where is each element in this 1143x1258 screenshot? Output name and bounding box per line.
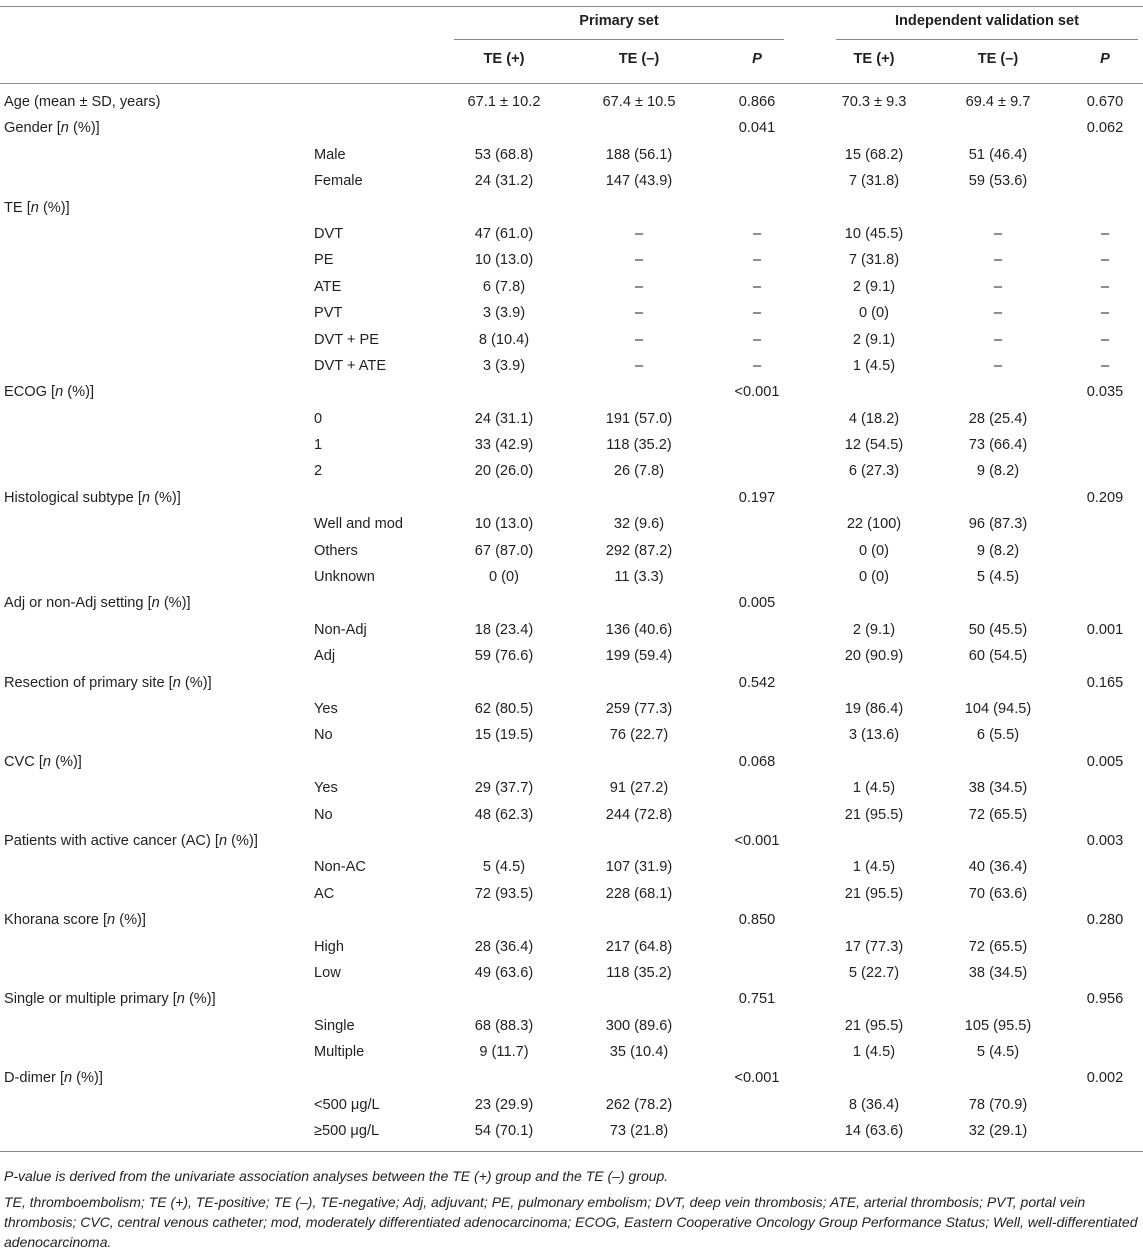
cell-p-primary: 0.041 xyxy=(738,120,776,137)
cell-te-neg-validation: – xyxy=(993,278,1003,295)
cell-te-pos-primary: 59 (76.6) xyxy=(474,648,534,665)
cell-p-validation: – xyxy=(1100,278,1110,295)
col-header-te-neg-primary: TE (–) xyxy=(618,51,660,67)
cell-te-neg-primary: 188 (56.1) xyxy=(605,146,673,163)
cell-te-neg-validation: 9 (8.2) xyxy=(976,463,1020,480)
row-sublabel: PVT xyxy=(314,305,343,322)
cell-te-neg-primary: 91 (27.2) xyxy=(609,780,669,797)
table-row xyxy=(0,274,1143,300)
row-label-text: CVC [ xyxy=(4,753,43,770)
row-label-suffix: (%)] xyxy=(150,489,181,506)
footnote-abbreviations: TE, thromboembolism; TE (+), TE-positive; TE (–), TE-negative; Adj, adjuvant; PE, pulmonary embolism; DVT, deep vein thrombosis; ATE, arterial thrombosis; PVT, portal vein thrombosis; CVC, central venous catheter; mod, moderately differentiated adenocarcinoma; ECOG, Eastern Cooperative Oncology Group Performance Status; Well, well-differentiated adenocarcinoma. xyxy=(4,1194,1138,1250)
cell-te-pos-primary: 10 (13.0) xyxy=(474,252,534,269)
table-row xyxy=(0,722,1143,748)
row-sublabel: Non-AC xyxy=(314,859,366,876)
cell-p-primary: – xyxy=(752,278,762,295)
table-row xyxy=(0,590,1143,616)
table-row xyxy=(0,828,1143,854)
row-sublabel: ATE xyxy=(314,278,342,295)
cell-te-neg-primary: – xyxy=(634,357,644,374)
cell-p-validation: 0.956 xyxy=(1086,991,1124,1008)
row-label-n: n xyxy=(55,384,64,401)
table-row xyxy=(0,749,1143,775)
cell-p-primary: 0.197 xyxy=(738,489,776,506)
row-sublabel: 2 xyxy=(314,463,323,480)
cell-te-neg-primary: – xyxy=(634,305,644,322)
row-sublabel: Unknown xyxy=(314,569,375,586)
row-label-suffix: (%)] xyxy=(227,832,258,849)
cell-te-neg-primary: 32 (9.6) xyxy=(613,516,665,533)
table-row xyxy=(0,353,1143,379)
cell-te-neg-validation: 38 (34.5) xyxy=(968,964,1028,981)
row-label-text: Gender [ xyxy=(4,120,61,137)
cell-te-neg-primary: 76 (22.7) xyxy=(609,727,669,744)
cell-p-validation: – xyxy=(1100,357,1110,374)
row-label-suffix: (%)] xyxy=(180,674,212,691)
cell-te-pos-primary: 18 (23.4) xyxy=(474,621,534,638)
cell-te-neg-validation: 96 (87.3) xyxy=(968,516,1028,533)
cell-p-primary: – xyxy=(752,357,762,374)
row-label-n: n xyxy=(42,753,52,770)
table-row xyxy=(0,881,1143,907)
cell-te-pos-primary: 33 (42.9) xyxy=(474,437,534,454)
row-label-suffix: (%)] xyxy=(63,384,95,401)
row-label-text: Histological subtype [ xyxy=(4,489,142,506)
cell-te-neg-primary: – xyxy=(634,225,644,242)
cell-te-pos-primary: 29 (37.7) xyxy=(474,780,534,797)
cell-te-pos-validation: 2 (9.1) xyxy=(852,621,896,638)
table-row xyxy=(0,907,1143,933)
cell-te-neg-validation: 32 (29.1) xyxy=(968,1123,1028,1140)
cell-te-neg-validation: 50 (45.5) xyxy=(968,621,1028,638)
col-header-te-neg-validation: TE (–) xyxy=(977,51,1019,67)
cell-p-validation: – xyxy=(1100,252,1110,269)
row-sublabel: Male xyxy=(314,146,346,163)
cell-p-primary: 0.751 xyxy=(738,991,776,1008)
row-sublabel: Yes xyxy=(314,700,338,717)
cell-te-pos-primary: 68 (88.3) xyxy=(474,1017,534,1034)
row-label-suffix: (%)] xyxy=(115,912,146,929)
table-row xyxy=(0,1039,1143,1065)
col-header-te-pos-validation: TE (+) xyxy=(853,51,895,67)
cell-te-neg-primary: 107 (31.9) xyxy=(605,859,673,876)
cell-te-pos-primary: 15 (19.5) xyxy=(474,727,534,744)
table-row xyxy=(0,696,1143,722)
cell-p-primary: 0.005 xyxy=(738,595,776,612)
cell-p-primary: 0.850 xyxy=(738,912,776,929)
cell-te-pos-validation: 8 (36.4) xyxy=(848,1096,900,1113)
row-label xyxy=(4,907,146,933)
cell-te-neg-primary: 228 (68.1) xyxy=(605,885,673,902)
cell-te-pos-validation: 0 (0) xyxy=(858,542,889,559)
table-row xyxy=(0,538,1143,564)
cell-te-pos-validation: 2 (9.1) xyxy=(852,278,896,295)
table-row xyxy=(0,221,1143,247)
cell-te-pos-primary: 9 (11.7) xyxy=(479,1044,529,1061)
row-label xyxy=(4,379,94,405)
cell-p-validation: 0.005 xyxy=(1086,753,1124,770)
row-sublabel: Multiple xyxy=(314,1044,365,1061)
row-label-n: n xyxy=(218,832,228,849)
cell-p-validation: 0.209 xyxy=(1086,489,1124,506)
cell-te-pos-validation: 1 (4.5) xyxy=(852,859,896,876)
primary-subrule xyxy=(454,39,784,40)
table-row xyxy=(0,406,1143,432)
row-sublabel: Female xyxy=(314,173,363,190)
row-label-text: ECOG [ xyxy=(4,384,56,401)
row-sublabel: DVT + PE xyxy=(314,331,380,348)
cell-te-pos-primary: 62 (80.5) xyxy=(474,700,534,717)
cell-te-pos-validation: 6 (27.3) xyxy=(848,463,900,480)
row-label-suffix: (%)] xyxy=(72,1070,103,1087)
cell-te-pos-primary: 5 (4.5) xyxy=(482,859,526,876)
group-header-primary: Primary set xyxy=(579,13,659,29)
cell-te-pos-primary: 24 (31.1) xyxy=(474,410,534,427)
cell-te-neg-primary: 217 (64.8) xyxy=(605,938,673,955)
cell-te-neg-primary: 259 (77.3) xyxy=(605,700,673,717)
cell-te-neg-primary: – xyxy=(634,278,644,295)
cell-te-neg-primary: 191 (57.0) xyxy=(605,410,673,427)
cell-te-neg-primary: 136 (40.6) xyxy=(605,621,673,638)
row-label-suffix: (%)] xyxy=(68,120,100,137)
cell-te-pos-validation: 21 (95.5) xyxy=(844,1017,904,1034)
table-row xyxy=(0,327,1143,353)
table-row xyxy=(0,1118,1143,1144)
cell-te-neg-primary: 118 (35.2) xyxy=(606,437,672,454)
cell-te-neg-validation: 73 (66.4) xyxy=(968,437,1028,454)
cell-te-neg-validation: 70 (63.6) xyxy=(968,885,1028,902)
row-sublabel: DVT + ATE xyxy=(314,357,387,374)
cell-te-neg-validation: 40 (36.4) xyxy=(968,859,1028,876)
cell-te-neg-validation: – xyxy=(993,357,1003,374)
cell-te-pos-validation: 3 (13.6) xyxy=(848,727,900,744)
row-sublabel: No xyxy=(314,806,333,823)
row-label-n: n xyxy=(141,489,151,506)
row-sublabel: 0 xyxy=(314,410,323,427)
row-label-suffix: (%)] xyxy=(184,991,216,1008)
cell-te-pos-validation: 4 (18.2) xyxy=(848,410,900,427)
cell-te-neg-validation: 6 (5.5) xyxy=(976,727,1020,744)
table-row xyxy=(0,247,1143,273)
table-row xyxy=(0,511,1143,537)
row-sublabel: 1 xyxy=(314,437,323,454)
cell-te-neg-primary: 199 (59.4) xyxy=(605,648,673,665)
table-row xyxy=(0,168,1143,194)
cell-te-neg-validation: 51 (46.4) xyxy=(968,146,1028,163)
row-label-text: Resection of primary site [ xyxy=(4,674,173,691)
cell-p-validation: – xyxy=(1100,305,1110,322)
cell-te-neg-primary: 73 (21.8) xyxy=(609,1123,669,1140)
row-label-text: D-dimer [ xyxy=(4,1070,64,1087)
cell-te-neg-primary: 244 (72.8) xyxy=(605,806,673,823)
cell-te-pos-validation: 70.3 ± 9.3 xyxy=(841,94,907,110)
row-label-text: TE [ xyxy=(4,199,31,216)
cell-p-validation: 0.062 xyxy=(1086,120,1124,137)
row-label xyxy=(4,986,216,1012)
table-row xyxy=(0,986,1143,1012)
cell-te-neg-primary: 262 (78.2) xyxy=(605,1096,673,1113)
footnote-p-value: P-value is derived from the univariate association analyses between the TE (+) group and the TE (–) group. xyxy=(4,1168,669,1184)
cell-te-pos-validation: 0 (0) xyxy=(858,305,889,322)
row-label-n: n xyxy=(172,674,181,691)
cell-te-pos-validation: 10 (45.5) xyxy=(844,225,904,242)
cell-te-pos-validation: 7 (31.8) xyxy=(848,173,900,190)
cell-te-neg-validation: 5 (4.5) xyxy=(976,569,1020,586)
cell-p-primary: – xyxy=(752,305,762,322)
row-label xyxy=(4,485,181,511)
cell-te-neg-validation: 69.4 ± 9.7 xyxy=(965,94,1031,110)
row-sublabel: ≥500 μg/L xyxy=(314,1123,380,1140)
cell-p-primary: 0.542 xyxy=(738,674,776,691)
cell-p-validation: 0.002 xyxy=(1086,1070,1124,1087)
row-label-suffix: (%)] xyxy=(38,199,70,216)
row-sublabel: Low xyxy=(314,964,341,981)
cell-te-neg-validation: 28 (25.4) xyxy=(968,410,1028,427)
cell-te-neg-primary: – xyxy=(634,252,644,269)
row-sublabel: PE xyxy=(314,252,334,269)
cell-te-neg-validation: 72 (65.5) xyxy=(968,938,1028,955)
row-label-n: n xyxy=(107,912,116,929)
cell-p-primary: – xyxy=(752,331,762,348)
cell-p-validation: 0.165 xyxy=(1086,674,1124,691)
cell-te-pos-primary: 0 (0) xyxy=(488,569,519,586)
cell-te-pos-primary: 24 (31.2) xyxy=(474,173,534,190)
cell-te-pos-validation: 1 (4.5) xyxy=(852,780,896,797)
cell-te-pos-validation: 19 (86.4) xyxy=(844,700,904,717)
cell-te-neg-primary: 300 (89.6) xyxy=(605,1017,673,1034)
table-row xyxy=(0,379,1143,405)
row-label xyxy=(4,749,82,775)
row-sublabel: Non-Adj xyxy=(314,621,367,638)
row-label xyxy=(4,590,191,616)
cell-te-pos-validation: 12 (54.5) xyxy=(844,437,904,454)
cell-te-neg-validation: 72 (65.5) xyxy=(968,806,1028,823)
cell-te-pos-validation: 17 (77.3) xyxy=(844,938,904,955)
row-label xyxy=(4,828,258,854)
row-sublabel: <500 μg/L xyxy=(314,1096,380,1113)
table-row xyxy=(0,89,1143,115)
table-row xyxy=(0,1065,1143,1091)
row-sublabel: High xyxy=(314,938,345,955)
cell-p-primary: – xyxy=(752,225,762,242)
cell-te-pos-primary: 54 (70.1) xyxy=(474,1123,534,1140)
cell-te-neg-primary: 11 (3.3) xyxy=(614,569,664,586)
row-sublabel: DVT xyxy=(314,225,344,242)
table-row xyxy=(0,458,1143,484)
table-row xyxy=(0,142,1143,168)
cell-te-pos-primary: 49 (63.6) xyxy=(474,964,534,981)
cell-te-neg-validation: 104 (94.5) xyxy=(964,700,1032,717)
row-label-n: n xyxy=(151,595,160,612)
cell-te-pos-validation: 22 (100) xyxy=(846,516,902,533)
top-rule xyxy=(0,6,1143,7)
table-footnotes xyxy=(4,1166,1140,1258)
row-label-text: Age (mean ± SD, years) xyxy=(4,94,161,110)
cell-te-neg-validation: 105 (95.5) xyxy=(964,1017,1032,1034)
cell-te-neg-validation: – xyxy=(993,252,1003,269)
row-sublabel: No xyxy=(314,727,333,744)
row-sublabel: Yes xyxy=(314,780,338,797)
cell-te-pos-primary: 8 (10.4) xyxy=(478,331,530,348)
row-label-suffix: (%)] xyxy=(159,595,191,612)
cell-te-pos-primary: 67 (87.0) xyxy=(474,542,534,559)
cell-te-neg-primary: 35 (10.4) xyxy=(609,1044,669,1061)
row-label xyxy=(4,195,70,221)
cell-te-pos-validation: 5 (22.7) xyxy=(848,964,900,981)
table-row xyxy=(0,432,1143,458)
cell-te-pos-primary: 10 (13.0) xyxy=(474,516,534,533)
bottom-rule xyxy=(0,1151,1143,1152)
cell-te-pos-validation: 15 (68.2) xyxy=(844,146,904,163)
cell-te-pos-primary: 53 (68.8) xyxy=(474,146,534,163)
cell-te-neg-validation: 78 (70.9) xyxy=(968,1096,1028,1113)
cell-p-primary: 0.068 xyxy=(738,753,776,770)
row-label xyxy=(4,115,100,141)
cell-p-validation: 0.280 xyxy=(1086,912,1124,929)
row-label-n: n xyxy=(60,120,69,137)
cell-te-neg-validation: 59 (53.6) xyxy=(968,173,1028,190)
row-label xyxy=(4,1065,103,1091)
table-row xyxy=(0,934,1143,960)
cell-te-pos-primary: 6 (7.8) xyxy=(482,278,526,295)
cell-p-validation: – xyxy=(1100,225,1110,242)
cell-p-primary: – xyxy=(752,252,762,269)
cell-te-pos-validation: 2 (9.1) xyxy=(852,331,896,348)
cell-te-pos-primary: 3 (3.9) xyxy=(482,305,526,322)
cell-te-neg-primary: – xyxy=(634,331,644,348)
cell-te-pos-primary: 23 (29.9) xyxy=(474,1096,534,1113)
row-sublabel: Well and mod xyxy=(314,516,403,533)
cell-te-neg-validation: 9 (8.2) xyxy=(976,542,1020,559)
cell-p-primary: 0.866 xyxy=(738,94,776,110)
cell-te-pos-validation: 21 (95.5) xyxy=(844,885,904,902)
cell-p-primary: <0.001 xyxy=(734,832,780,849)
row-label xyxy=(4,89,160,115)
cell-p-validation: 0.035 xyxy=(1086,384,1124,401)
cell-p-primary: <0.001 xyxy=(734,1070,780,1087)
cell-te-pos-primary: 3 (3.9) xyxy=(482,357,526,374)
cell-te-pos-validation: 14 (63.6) xyxy=(844,1123,904,1140)
table-row xyxy=(0,643,1143,669)
table-row xyxy=(0,300,1143,326)
cell-te-pos-primary: 28 (36.4) xyxy=(474,938,534,955)
cell-te-pos-primary: 72 (93.5) xyxy=(474,885,534,902)
cell-te-neg-validation: 5 (4.5) xyxy=(976,1044,1020,1061)
col-header-te-pos-primary: TE (+) xyxy=(483,51,525,67)
cell-te-pos-validation: 21 (95.5) xyxy=(844,806,904,823)
cell-te-pos-validation: 1 (4.5) xyxy=(852,357,896,374)
row-label-text: Patients with active cancer (AC) [ xyxy=(4,832,219,849)
cell-te-neg-validation: 60 (54.5) xyxy=(968,648,1028,665)
row-label-suffix: (%)] xyxy=(51,753,82,770)
row-sublabel: Others xyxy=(314,542,358,559)
cell-te-pos-primary: 47 (61.0) xyxy=(474,225,534,242)
cell-p-validation: 0.001 xyxy=(1086,621,1124,638)
table-row xyxy=(0,775,1143,801)
table-row xyxy=(0,1092,1143,1118)
cell-te-pos-validation: 7 (31.8) xyxy=(848,252,900,269)
table-row xyxy=(0,854,1143,880)
cell-p-validation: 0.003 xyxy=(1086,832,1124,849)
cell-te-pos-primary: 48 (62.3) xyxy=(474,806,534,823)
cell-te-pos-validation: 1 (4.5) xyxy=(852,1044,896,1061)
table-row xyxy=(0,670,1143,696)
row-label-n: n xyxy=(176,991,185,1008)
row-label-text: Adj or non-Adj setting [ xyxy=(4,595,152,612)
cell-te-pos-primary: 20 (26.0) xyxy=(474,463,534,480)
cell-p-validation: 0.670 xyxy=(1086,94,1124,110)
validation-subrule xyxy=(836,39,1138,40)
row-label xyxy=(4,670,212,696)
col-header-p-validation: P xyxy=(1100,51,1110,67)
table-row xyxy=(0,195,1143,221)
header-rule xyxy=(0,83,1143,84)
cell-te-neg-validation: – xyxy=(993,331,1003,348)
row-sublabel: AC xyxy=(314,885,335,902)
cell-p-validation: – xyxy=(1100,331,1110,348)
row-label-text: Khorana score [ xyxy=(4,912,108,929)
group-header-validation: Independent validation set xyxy=(894,13,1080,29)
table-row xyxy=(0,960,1143,986)
cell-te-neg-primary: 67.4 ± 10.5 xyxy=(602,94,676,110)
row-sublabel: Single xyxy=(314,1017,355,1034)
row-sublabel: Adj xyxy=(314,648,336,665)
table-row xyxy=(0,617,1143,643)
cell-te-neg-primary: 147 (43.9) xyxy=(605,173,673,190)
row-label-n: n xyxy=(64,1070,73,1087)
cell-te-pos-validation: 0 (0) xyxy=(858,569,889,586)
col-header-p-primary: P xyxy=(752,51,762,67)
cell-te-neg-validation: – xyxy=(993,225,1003,242)
cell-te-neg-validation: 38 (34.5) xyxy=(968,780,1028,797)
table-row xyxy=(0,485,1143,511)
cell-te-pos-validation: 20 (90.9) xyxy=(844,648,904,665)
cell-te-neg-primary: 292 (87.2) xyxy=(605,542,673,559)
cell-te-neg-primary: 118 (35.2) xyxy=(606,964,672,981)
cell-te-pos-primary: 67.1 ± 10.2 xyxy=(467,94,541,110)
table-row xyxy=(0,115,1143,141)
cell-p-primary: <0.001 xyxy=(734,384,780,401)
table-row xyxy=(0,564,1143,590)
row-label-text: Single or multiple primary [ xyxy=(4,991,177,1008)
row-label-n: n xyxy=(30,199,39,216)
table-row xyxy=(0,802,1143,828)
cell-te-neg-validation: – xyxy=(993,305,1003,322)
table-row xyxy=(0,1013,1143,1039)
table-body xyxy=(0,89,1143,1145)
cell-te-neg-primary: 26 (7.8) xyxy=(613,463,665,480)
